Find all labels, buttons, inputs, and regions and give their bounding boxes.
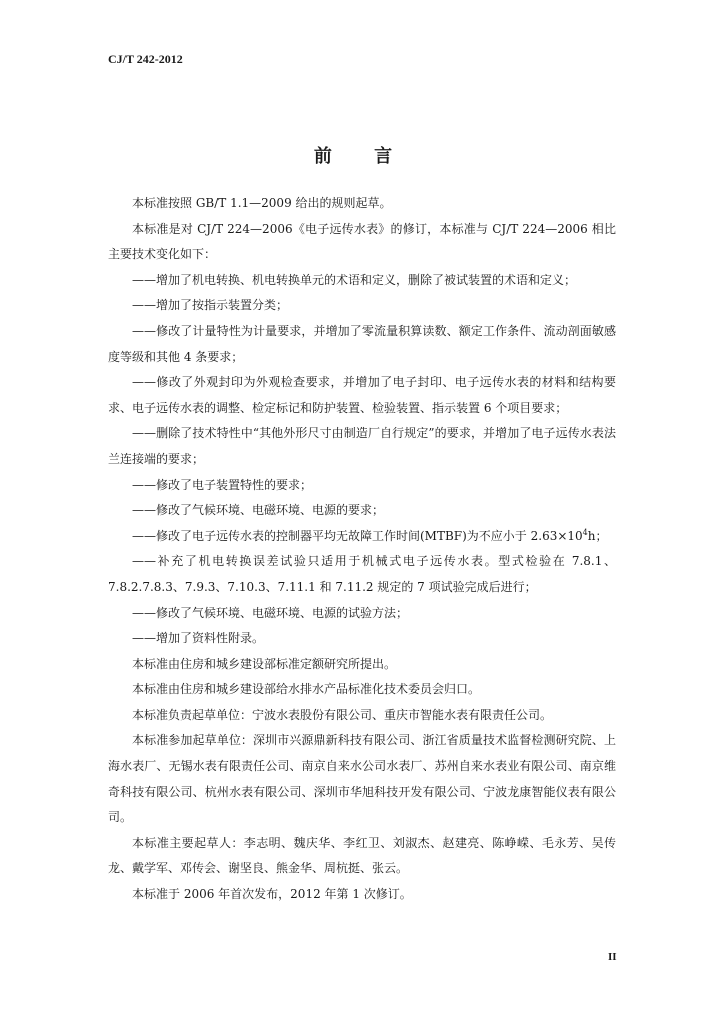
- list-item: ——删除了技术特性中“其他外形尺寸由制造厂自行规定”的要求，并增加了电子远传水表法兰连接端的要求；: [108, 426, 616, 466]
- list-item: ——增加了机电转换、机电转换单元的术语和定义，删除了被试装置的术语和定义；: [132, 272, 577, 287]
- mtbf-exponent: 4: [582, 527, 588, 537]
- mtbf-suffix: h；: [587, 528, 608, 543]
- list-item: ——修改了电子装置特性的要求；: [132, 477, 313, 492]
- standard-code: CJ/T 242-2012: [108, 52, 183, 66]
- mtbf-text: ——修改了电子远传水表的控制器平均无故障工作时间(MTBF)为不应小于 2.63×10: [132, 528, 583, 543]
- paragraph: 本标准由住房和城乡建设部给水排水产品标准化技术委员会归口。: [132, 682, 481, 697]
- document-body: [108, 191, 616, 908]
- paragraph: 本标准由住房和城乡建设部标准定额研究所提出。: [132, 656, 397, 671]
- paragraph: 本标准按照 GB/T 1.1—2009 给出的规则起草。: [132, 196, 392, 210]
- paragraph: 本标准参加起草单位：深圳市兴源鼎新科技有限公司、浙江省质量技术监督检测研究院、上海水表厂、无锡水表有限责任公司、南京自来水公司水表厂、苏州自来水表业有限公司、南京维奇科技有限公司、杭州水表有限公司、深圳市华旭科技开发有限公司、宁波龙康智能仪表有限公司。: [108, 733, 616, 825]
- list-item: ——修改了计量特性为计量要求，并增加了零流量积算读数、额定工作条件、流动剖面敏感度等级和其他 4 条要求；: [108, 323, 616, 364]
- list-item: ——修改了气候环境、电磁环境、电源的要求；: [132, 503, 385, 518]
- paragraph: 本标准是对 CJ/T 224—2006《电子远传水表》的修订，本标准与 CJ/T 224—2006 相比主要技术变化如下：: [108, 221, 616, 262]
- list-item: ——增加了资料性附录。: [132, 631, 265, 646]
- paragraph: 本标准主要起草人：李志明、魏庆华、李红卫、刘淑杰、赵建亮、陈峥嵘、毛永芳、吴传龙、戴学军、邓传会、谢坚良、熊金华、周杭挺、张云。: [108, 835, 616, 876]
- paragraph: 本标准于 2006 年首次发布，2012 年第 1 次修订。: [132, 887, 412, 902]
- list-item: [108, 524, 616, 550]
- list-item: ——修改了气候环境、电磁环境、电源的试验方法；: [132, 605, 409, 620]
- paragraph: 本标准负责起草单位：宁波水表股份有限公司、重庆市智能水表有限责任公司。: [132, 707, 553, 722]
- list-item: ——增加了按指示装置分类；: [132, 298, 289, 313]
- page-number: II: [608, 951, 617, 963]
- list-item: ——修改了外观封印为外观检查要求，并增加了电子封印、电子远传水表的材料和结构要求、电子远传水表的调整、检定标记和防护装置、检验装置、指示装置 6 个项目要求；: [108, 375, 616, 415]
- page-title: 前 言: [313, 146, 411, 167]
- list-item: ——补充了机电转换误差试验只适用于机械式电子远传水表。型式检验在 7.8.1、7.8.2.7.8.3、7.9.3、7.10.3、7.11.1 和 7.11.2 规定的 7 项试验完成后进行；: [108, 554, 616, 594]
